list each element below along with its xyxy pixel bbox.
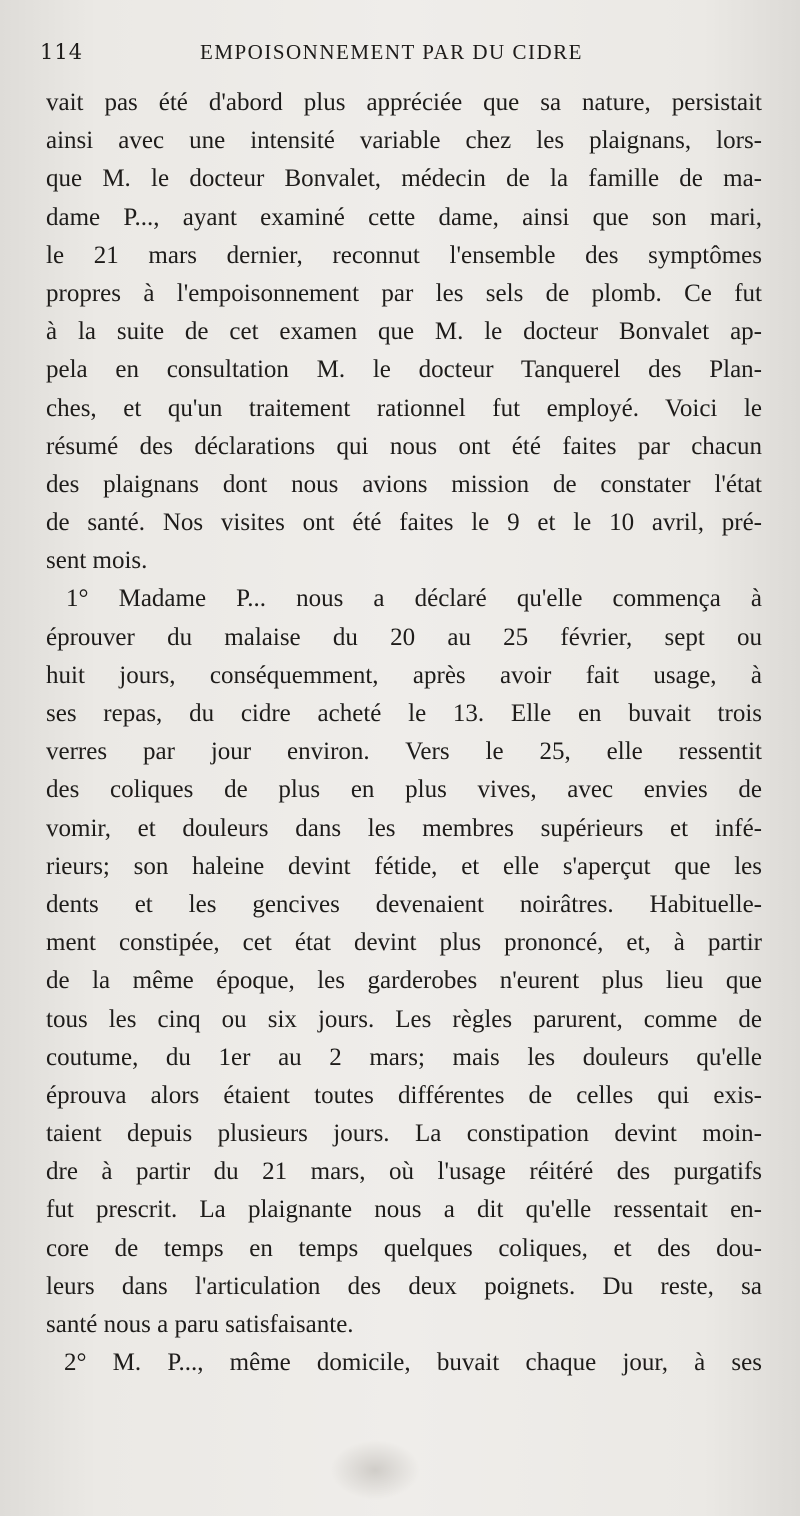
text-line: de santé. Nos visites ont été faites le 9 et le 10 avril, pré-: [46, 509, 762, 537]
text-line: dre à partir du 21 mars, où l'usage réitéré des purgatifs: [46, 1158, 762, 1186]
text-line: vait pas été d'abord plus appréciée que sa nature, persistait: [46, 89, 762, 116]
paragraph-start-line: 2° M. P..., même domicile, buvait chaque jour, à ses: [64, 1349, 762, 1377]
text-line: vomir, et douleurs dans les membres supérieurs et infé-: [46, 814, 762, 842]
text-line: dame P..., ayant examiné cette dame, ainsi que son mari,: [46, 203, 762, 231]
text-line: core de temps en temps quelques coliques, et des dou-: [46, 1234, 762, 1262]
paragraph-end-line: santé nous a paru satisfaisante.: [46, 1311, 354, 1338]
text-line: ainsi avec une intensité variable chez les plaignans, lors-: [46, 127, 762, 155]
page-header: [40, 36, 765, 76]
text-line: le 21 mars dernier, reconnut l'ensemble des symptômes: [46, 241, 762, 269]
paragraph-end-line: sent mois.: [46, 547, 148, 575]
text-line: propres à l'empoisonnement par les sels de plomb. Ce fut: [46, 279, 762, 307]
text-line: éprouver du malaise du 20 au 25 février, sept ou: [46, 623, 762, 651]
text-line: coutume, du 1er au 2 mars; mais les douleurs qu'elle: [46, 1043, 762, 1071]
text-line: verres par jour environ. Vers le 25, elle ressentit: [46, 738, 762, 766]
text-line: taient depuis plusieurs jours. La constipation devint moin-: [46, 1120, 762, 1148]
text-line: tous les cinq ou six jours. Les règles parurent, comme de: [46, 1005, 762, 1033]
paragraph-start-line: 1° Madame P... nous a déclaré qu'elle commença à: [66, 585, 762, 613]
text-line: pela en consultation M. le docteur Tanquerel des Plan-: [46, 356, 762, 384]
text-line: ment constipée, cet état devint plus prononcé, et, à partir: [46, 929, 762, 957]
text-line: huit jours, conséquemment, après avoir fait usage, à: [46, 661, 762, 689]
text-line: éprouva alors étaient toutes différentes de celles qui exis-: [46, 1081, 762, 1109]
text-line: de la même époque, les garderobes n'eurent plus lieu que: [46, 967, 762, 995]
text-line: dents et les gencives devenaient noirâtres. Habituelle-: [46, 890, 762, 918]
text-line: ches, et qu'un traitement rationnel fut employé. Voici le: [46, 394, 762, 422]
text-line: leurs dans l'articulation des deux poignets. Du reste, sa: [46, 1272, 762, 1300]
body-text: [46, 84, 762, 1382]
text-line: fut prescrit. La plaignante nous a dit qu'elle ressentait en-: [46, 1196, 762, 1224]
text-line: rieurs; son haleine devint fétide, et elle s'aperçut que les: [46, 852, 762, 880]
text-line: des plaignans dont nous avions mission de constater l'état: [46, 470, 762, 498]
running-title: EMPOISONNEMENT PAR DU CIDRE: [200, 40, 583, 64]
text-line: des coliques de plus en plus vives, avec envies de: [46, 776, 762, 804]
text-line: résumé des déclarations qui nous ont été faites par chacun: [46, 432, 762, 460]
text-line: à la suite de cet examen que M. le docteur Bonvalet ap-: [46, 318, 762, 346]
page-number: 114: [40, 40, 84, 64]
text-line: ses repas, du cidre acheté le 13. Elle en buvait trois: [46, 700, 762, 727]
paper-smudge: [330, 1440, 420, 1500]
text-line: que M. le docteur Bonvalet, médecin de la famille de ma-: [46, 165, 762, 193]
